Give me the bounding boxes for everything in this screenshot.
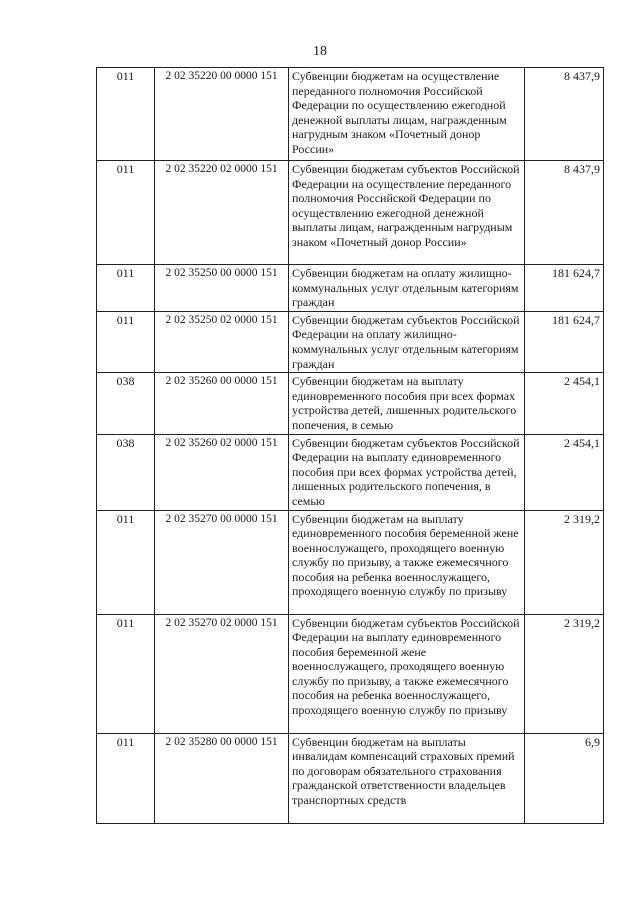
budget-code-cell: 2 02 35270 00 0000 151: [155, 510, 289, 614]
admin-code-cell: 038: [97, 434, 155, 510]
revenue-name-cell: Субвенции бюджетам субъектов Российской Федерации на выплату единовременного пособия при всех формах устройства детей, лишенных родительского попечения, в семью: [289, 434, 525, 510]
amount-cell: 2 319,2: [525, 510, 604, 614]
amount-cell: 181 624,7: [525, 265, 604, 312]
amount-cell: 2 454,1: [525, 434, 604, 510]
budget-table-body: [97, 68, 604, 824]
table-row: [97, 265, 604, 312]
admin-code-cell: 011: [97, 733, 155, 823]
table-row: [97, 614, 604, 733]
revenue-name-cell: Субвенции бюджетам субъектов Российской Федерации на выплату единовременного пособия беременной жене военнослужащего, проходящего военную службу по призыву, а также ежемесячного пособия на ребенка военнослужащего, проходящего военную службу по призыву: [289, 614, 525, 733]
admin-code-cell: 011: [97, 265, 155, 312]
page-number: 18: [313, 44, 327, 59]
admin-code-cell: 038: [97, 373, 155, 434]
revenue-name-cell: Субвенции бюджетам на осуществление переданного полномочия Российской Федерации по осуществлению ежегодной денежной выплаты лицам, награжденным нагрудным знаком «Почетный донор России»: [289, 68, 525, 161]
table-row: [97, 311, 604, 372]
budget-code-cell: 2 02 35220 02 0000 151: [155, 161, 289, 265]
amount-cell: 6,9: [525, 733, 604, 823]
budget-code-cell: 2 02 35250 02 0000 151: [155, 311, 289, 372]
admin-code-cell: 011: [97, 510, 155, 614]
amount-cell: 2 454,1: [525, 373, 604, 434]
budget-code-cell: 2 02 35220 00 0000 151: [155, 68, 289, 161]
admin-code-cell: 011: [97, 311, 155, 372]
revenue-name-cell: Субвенции бюджетам субъектов Российской Федерации на оплату жилищно-коммунальных услуг отдельным категориям граждан: [289, 311, 525, 372]
budget-code-cell: 2 02 35250 00 0000 151: [155, 265, 289, 312]
table-row: [97, 68, 604, 161]
table-row: [97, 434, 604, 510]
revenue-name-cell: Субвенции бюджетам на выплату единовременного пособия при всех формах устройства детей, лишенных родительского попечения, в семью: [289, 373, 525, 434]
budget-code-cell: 2 02 35260 00 0000 151: [155, 373, 289, 434]
budget-code-cell: 2 02 35260 02 0000 151: [155, 434, 289, 510]
admin-code-cell: 011: [97, 68, 155, 161]
table-row: [97, 733, 604, 823]
table-row: [97, 161, 604, 265]
amount-cell: 2 319,2: [525, 614, 604, 733]
admin-code-cell: 011: [97, 161, 155, 265]
amount-cell: 8 437,9: [525, 68, 604, 161]
table-row: [97, 373, 604, 434]
revenue-name-cell: Субвенции бюджетам на оплату жилищно-коммунальных услуг отдельным категориям граждан: [289, 265, 525, 312]
budget-table: [96, 67, 604, 824]
revenue-name-cell: Субвенции бюджетам на выплату единовременного пособия беременной жене военнослужащего, проходящего военную службу по призыву, а также ежемесячного пособия на ребенка военнослужащего, проходящего военную службу по призыву: [289, 510, 525, 614]
budget-code-cell: 2 02 35280 00 0000 151: [155, 733, 289, 823]
table-row: [97, 510, 604, 614]
amount-cell: 8 437,9: [525, 161, 604, 265]
admin-code-cell: 011: [97, 614, 155, 733]
revenue-name-cell: Субвенции бюджетам на выплаты инвалидам компенсаций страховых премий по договорам обязательного страхования гражданской ответственности владельцев транспортных средств: [289, 733, 525, 823]
revenue-name-cell: Субвенции бюджетам субъектов Российской Федерации на осуществление переданного полномочия Российской Федерации по осуществлению ежегодной денежной выплаты лицам, награжденным нагрудным знаком «Почетный донор России»: [289, 161, 525, 265]
amount-cell: 181 624,7: [525, 311, 604, 372]
budget-code-cell: 2 02 35270 02 0000 151: [155, 614, 289, 733]
